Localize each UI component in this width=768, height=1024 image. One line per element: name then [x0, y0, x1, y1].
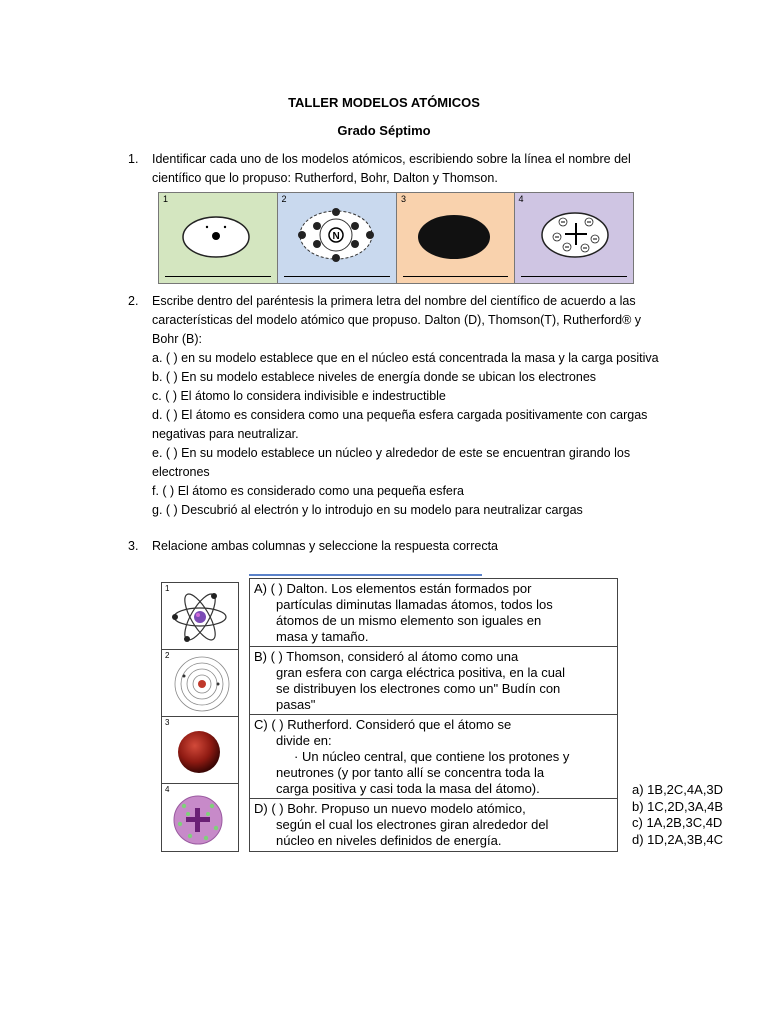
document-title: TALLER MODELOS ATÓMICOS	[288, 95, 480, 110]
statement-c: c. ( ) El átomo lo considera indivisible e indestructible	[152, 389, 446, 403]
image-rutherford-orbits	[162, 583, 238, 650]
answer-option-d[interactable]: d) 1D,2A,3B,4C	[632, 831, 724, 847]
description-text: neutrones (y por tanto allí se concentra toda la	[276, 765, 545, 780]
nucleus-label: N	[332, 231, 340, 242]
question-text: características del modelo atómico que propuso. Dalton (D), Thomson(T), Rutherford® y	[152, 313, 642, 327]
description-text: carga positiva y casi toda la masa del átomo).	[276, 781, 540, 796]
image-number: 3	[165, 718, 170, 727]
model-number: 1	[163, 194, 169, 204]
statement-g: g. ( ) Descubrió al electrón y lo introdujo en su modelo para neutralizar cargas	[152, 503, 583, 517]
description-row-a	[250, 579, 617, 647]
question-2	[128, 292, 672, 520]
model-cell-dalton	[159, 193, 278, 283]
atomic-models-figure	[158, 192, 634, 284]
model-descriptions-column	[249, 578, 618, 852]
plum-pudding-icon	[162, 784, 238, 850]
question-text: Identificar cada uno de los modelos atómicos, escribiendo sobre la línea el nombre del	[152, 152, 631, 166]
description-text: masa y tamaño.	[276, 629, 369, 644]
model-number: 3	[401, 194, 407, 204]
model-cell-thomson	[515, 193, 634, 283]
question-text: Relacione ambas columnas y seleccione la respuesta correcta	[152, 539, 499, 553]
model-number: 4	[518, 194, 524, 204]
answer-option-a[interactable]: a) 1B,2C,4A,3D	[632, 782, 724, 797]
question-number: 2.	[128, 294, 139, 308]
description-text: núcleo en niveles definidos de energía.	[276, 833, 502, 848]
image-number: 1	[165, 584, 170, 593]
table-top-accent	[249, 574, 482, 576]
description-text: gran esfera con carga eléctrica positiva, en la cual	[276, 665, 566, 680]
model-images-column	[161, 582, 239, 852]
image-solid-sphere	[162, 717, 238, 784]
question-text: Bohr (B):	[152, 332, 203, 346]
question-text: Escribe dentro del paréntesis la primera letra del nombre del científico de acuerdo a las	[152, 294, 636, 308]
model-cell-solid-sphere	[397, 193, 515, 283]
statement-b: b. ( ) En su modelo establece niveles de energía donde se ubican los electrones	[152, 370, 597, 384]
answer-line[interactable]	[284, 276, 391, 277]
red-sphere-icon	[162, 717, 238, 783]
description-text: B) ( ) Thomson, consideró al átomo como una	[254, 649, 519, 664]
description-text: D) ( ) Bohr. Propuso un nuevo modelo atómico,	[254, 801, 526, 816]
statement-e-cont: electrones	[152, 465, 210, 479]
statement-d-cont: negativas para neutralizar.	[152, 427, 299, 441]
question-1	[128, 150, 672, 188]
statement-d: d. ( ) El átomo es considera como una pequeña esfera cargada positivamente con cargas	[152, 408, 648, 422]
concentric-rings-icon	[162, 650, 238, 716]
image-number: 4	[165, 785, 170, 794]
description-row-c	[250, 715, 617, 799]
thomson-atom-icon	[515, 199, 632, 269]
description-text: se distribuyen los electrones como un" Budín con	[276, 681, 561, 696]
description-row-d	[250, 799, 617, 851]
statement-a: a. ( ) en su modelo establece que en el núcleo está concentrada la masa y la carga positiva	[152, 351, 659, 365]
answer-line[interactable]	[403, 276, 508, 277]
description-text: C) ( ) Rutherford. Consideró que el átomo se	[254, 717, 512, 732]
answer-line[interactable]	[521, 276, 628, 277]
description-text: pasas"	[276, 697, 316, 712]
description-text: partículas diminutas llamadas átomos, todos los	[276, 597, 553, 612]
model-number: 2	[281, 194, 287, 204]
image-plum-pudding	[162, 784, 238, 851]
statement-e: e. ( ) En su modelo establece un núcleo y alrededor de este se encuentran girando los	[152, 446, 631, 460]
orbital-atom-icon	[162, 583, 238, 649]
image-bohr-rings	[162, 650, 238, 717]
question-number: 1.	[128, 152, 139, 166]
dalton-style-atom-icon	[159, 199, 276, 269]
description-text: · Un núcleo central, que contiene los protones y	[276, 749, 570, 764]
answer-option-c[interactable]: c) 1A,2B,3C,4D	[632, 815, 723, 830]
description-text: divide en:	[276, 733, 332, 748]
statement-f: f. ( ) El átomo es considerado como una pequeña esfera	[152, 484, 464, 498]
image-number: 2	[165, 651, 170, 660]
question-number: 3.	[128, 539, 139, 553]
answer-options	[632, 782, 723, 848]
model-cell-bohr	[278, 193, 398, 283]
solid-sphere-atom-icon	[397, 199, 513, 269]
bohr-atom-icon	[278, 197, 396, 269]
document-subtitle: Grado Séptimo	[337, 123, 431, 138]
description-text: según el cual los electrones giran alrededor del	[276, 817, 549, 832]
answer-line[interactable]	[165, 276, 271, 277]
description-text: A) ( ) Dalton. Los elementos están formados por	[254, 581, 532, 596]
answer-option-b[interactable]: b) 1C,2D,3A,4B	[632, 798, 724, 814]
description-text: átomos de un mismo elemento son iguales en	[276, 613, 542, 628]
description-row-b	[250, 647, 617, 715]
question-text: científico que lo propuso: Rutherford, Bohr, Dalton y Thomson.	[152, 171, 498, 185]
question-3	[128, 537, 672, 556]
